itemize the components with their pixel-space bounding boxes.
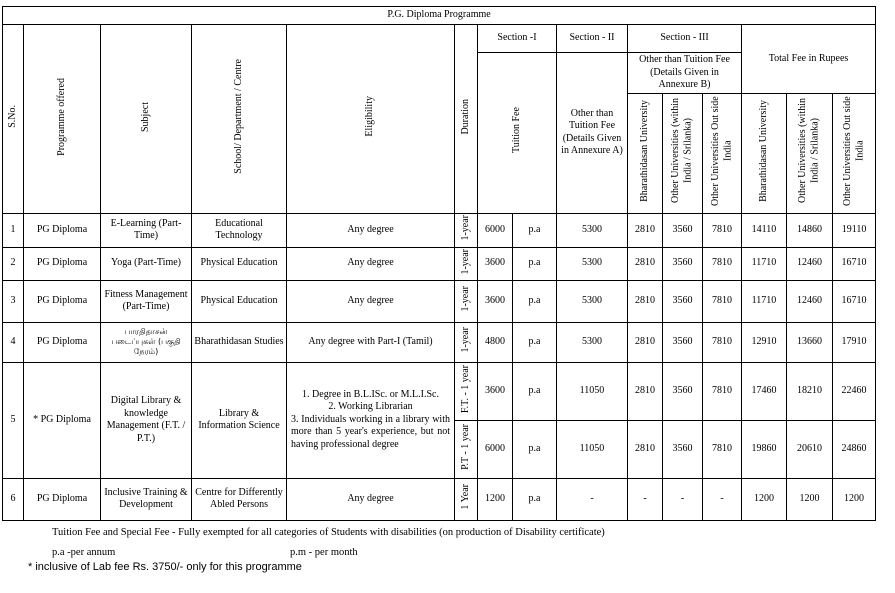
cell-other-univ: 3560	[663, 362, 703, 420]
cell-unit: p.a	[513, 322, 557, 362]
cell-eligibility: Any degree	[287, 280, 455, 322]
cell-unit: p.a	[513, 478, 557, 520]
cell-duration: F.T. - 1 year	[455, 362, 478, 420]
cell-tuition: 6000	[478, 420, 513, 478]
cell-other-univ: 3560	[663, 213, 703, 247]
header-section-2: Section - II	[557, 25, 628, 53]
table-row	[3, 213, 876, 247]
eligibility-item-3: 3. Individuals working in a library with more than 5 year's experience, but not having professional degree	[291, 413, 450, 450]
cell-school: Physical Education	[192, 247, 287, 280]
cell-programme: PG Diploma	[24, 478, 101, 520]
header-duration: Duration	[455, 25, 478, 214]
cell-programme: PG Diploma	[24, 322, 101, 362]
cell-school: Centre for Differently Abled Persons	[192, 478, 287, 520]
table-row	[3, 362, 876, 420]
cell-total-other-univ: 14860	[787, 213, 833, 247]
cell-total-bu: 19860	[742, 420, 787, 478]
cell-duration: 1-year	[455, 322, 478, 362]
cell-eligibility: Any degree	[287, 478, 455, 520]
cell-bu: 2810	[628, 420, 663, 478]
table-row	[3, 478, 876, 520]
cell-other-univ: -	[663, 478, 703, 520]
header-total-other-univ: Other Universities (within India / Srilanka)	[787, 93, 833, 213]
cell-total-bu: 11710	[742, 247, 787, 280]
cell-total-outside: 16710	[833, 280, 876, 322]
cell-tuition: 4800	[478, 322, 513, 362]
header-subject: Subject	[101, 25, 192, 214]
cell-subject: பாரதிதாசன் படைப்புகள் (பகுதி நேரம்)	[101, 322, 192, 362]
cell-programme: PG Diploma	[24, 280, 101, 322]
cell-total-other-univ: 20610	[787, 420, 833, 478]
cell-eligibility: Any degree	[287, 213, 455, 247]
cell-school: Bharathidasan Studies	[192, 322, 287, 362]
pm-note: p.m - per month	[290, 547, 358, 558]
cell-unit: p.a	[513, 280, 557, 322]
header-programme: Programme offered	[24, 25, 101, 214]
cell-subject: Inclusive Training & Development	[101, 478, 192, 520]
cell-sno: 1	[3, 213, 24, 247]
table-row	[3, 280, 876, 322]
cell-bu: 2810	[628, 362, 663, 420]
exemption-note: Tuition Fee and Special Fee - Fully exempted for all categories of Students with disabilities (on production of Disability certificate)	[52, 527, 605, 538]
cell-tuition: 3600	[478, 247, 513, 280]
cell-outside: 7810	[703, 213, 742, 247]
cell-total-outside: 19110	[833, 213, 876, 247]
header-total-outside: Other Universities Out side India	[833, 93, 876, 213]
header-section-1: Section -I	[478, 25, 557, 53]
pa-note: p.a -per annum	[52, 547, 116, 558]
cell-total-outside: 16710	[833, 247, 876, 280]
cell-duration: 1-year	[455, 280, 478, 322]
cell-total-bu: 12910	[742, 322, 787, 362]
cell-section2: 5300	[557, 280, 628, 322]
cell-eligibility: Any degree	[287, 247, 455, 280]
cell-outside: 7810	[703, 420, 742, 478]
cell-unit: p.a	[513, 213, 557, 247]
cell-other-univ: 3560	[663, 247, 703, 280]
cell-total-outside: 17910	[833, 322, 876, 362]
fee-table	[2, 6, 876, 521]
cell-eligibility: Any degree with Part-I (Tamil)	[287, 322, 455, 362]
cell-total-bu: 17460	[742, 362, 787, 420]
cell-subject: Yoga (Part-Time)	[101, 247, 192, 280]
cell-section2: -	[557, 478, 628, 520]
table-row	[3, 322, 876, 362]
cell-unit: p.a	[513, 362, 557, 420]
header-school: School/ Department / Centre	[192, 25, 287, 214]
cell-sno: 6	[3, 478, 24, 520]
table-title: P.G. Diploma Programme	[3, 7, 876, 25]
cell-subject: Digital Library & knowledge Management (F.T. / P.T.)	[101, 362, 192, 478]
cell-total-other-univ: 18210	[787, 362, 833, 420]
cell-outside: 7810	[703, 322, 742, 362]
cell-total-other-univ: 12460	[787, 280, 833, 322]
cell-outside: 7810	[703, 247, 742, 280]
cell-outside: 7810	[703, 280, 742, 322]
header-section-3: Section - III	[628, 25, 742, 53]
cell-tuition: 6000	[478, 213, 513, 247]
cell-unit: p.a	[513, 247, 557, 280]
cell-sno: 5	[3, 362, 24, 478]
header-total-bu: Bharathidasan University	[742, 93, 787, 213]
header-sno: S.No.	[3, 25, 24, 214]
cell-total-outside: 22460	[833, 362, 876, 420]
cell-tuition: 3600	[478, 280, 513, 322]
cell-section2: 11050	[557, 362, 628, 420]
cell-eligibility	[287, 362, 455, 478]
lab-fee-note: * inclusive of Lab fee Rs. 3750/- only for this programme	[28, 561, 302, 573]
cell-total-bu: 11710	[742, 280, 787, 322]
cell-bu: 2810	[628, 322, 663, 362]
cell-total-bu: 1200	[742, 478, 787, 520]
header-bu: Bharathidasan University	[628, 93, 663, 213]
cell-subject: Fitness Management (Part-Time)	[101, 280, 192, 322]
cell-total-other-univ: 13660	[787, 322, 833, 362]
header-tuition-fee: Tuition Fee	[478, 53, 557, 214]
cell-total-bu: 14110	[742, 213, 787, 247]
cell-bu: 2810	[628, 247, 663, 280]
header-other-univ: Other Universities (within India / Srilanka)	[663, 93, 703, 213]
cell-total-other-univ: 12460	[787, 247, 833, 280]
header-eligibility: Eligibility	[287, 25, 455, 214]
cell-tuition: 3600	[478, 362, 513, 420]
cell-other-univ: 3560	[663, 420, 703, 478]
cell-unit: p.a	[513, 420, 557, 478]
cell-programme: PG Diploma	[24, 213, 101, 247]
cell-school: Library & Information Science	[192, 362, 287, 478]
cell-bu: -	[628, 478, 663, 520]
cell-duration: 1 Year	[455, 478, 478, 520]
cell-sno: 4	[3, 322, 24, 362]
cell-section2: 11050	[557, 420, 628, 478]
cell-section2: 5300	[557, 322, 628, 362]
eligibility-item-1: 1. Degree in B.L.ISc. or M.L.I.Sc.	[302, 388, 439, 400]
cell-total-outside: 1200	[833, 478, 876, 520]
cell-outside: 7810	[703, 362, 742, 420]
cell-other-univ: 3560	[663, 280, 703, 322]
cell-sno: 2	[3, 247, 24, 280]
cell-duration: 1-year	[455, 213, 478, 247]
cell-school: Physical Education	[192, 280, 287, 322]
cell-duration: 1-year	[455, 247, 478, 280]
table-row	[3, 247, 876, 280]
header-outside: Other Universities Out side India	[703, 93, 742, 213]
eligibility-item-2: 2. Working Librarian	[328, 401, 413, 413]
header-total-fee: Total Fee in Rupees	[742, 25, 876, 94]
cell-programme: * PG Diploma	[24, 362, 101, 478]
cell-total-outside: 24860	[833, 420, 876, 478]
cell-bu: 2810	[628, 213, 663, 247]
cell-total-other-univ: 1200	[787, 478, 833, 520]
cell-tuition: 1200	[478, 478, 513, 520]
cell-programme: PG Diploma	[24, 247, 101, 280]
cell-section2: 5300	[557, 213, 628, 247]
cell-subject: E-Learning (Part-Time)	[101, 213, 192, 247]
header-other-than-tuition-a: Other than Tuition Fee (Details Given in Annexure A)	[557, 53, 628, 214]
cell-duration: P.T - 1 year	[455, 420, 478, 478]
header-other-than-tuition-b: Other than Tuition Fee (Details Given in Annexure B)	[628, 53, 742, 94]
cell-school: Educational Technology	[192, 213, 287, 247]
cell-section2: 5300	[557, 247, 628, 280]
cell-other-univ: 3560	[663, 322, 703, 362]
cell-sno: 3	[3, 280, 24, 322]
cell-bu: 2810	[628, 280, 663, 322]
cell-outside: -	[703, 478, 742, 520]
